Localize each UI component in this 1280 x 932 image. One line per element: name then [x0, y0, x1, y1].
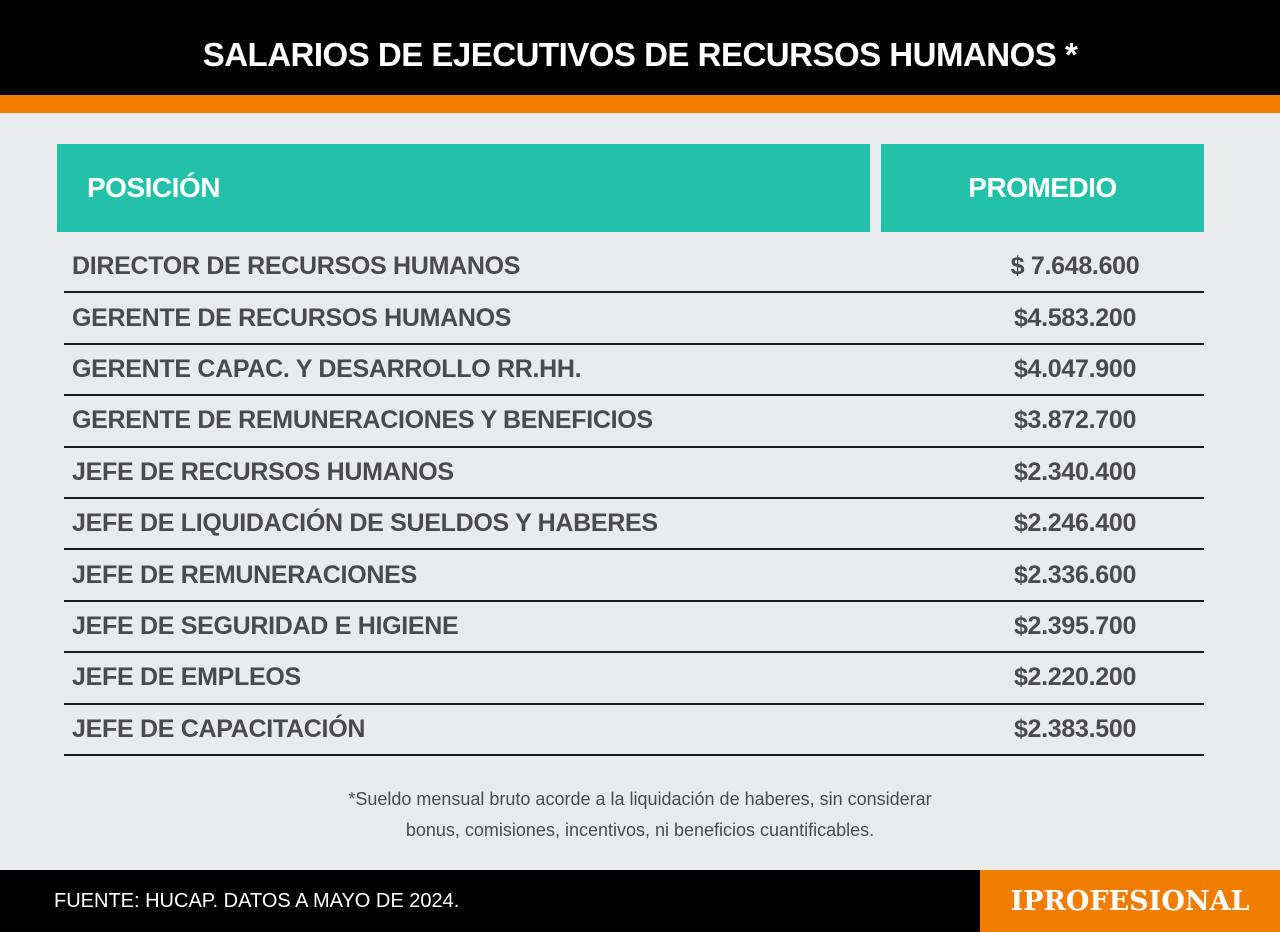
footnote-line-2: bonus, comisiones, incentivos, ni beneficios cuantificables. — [405, 820, 875, 840]
header-bar — [0, 0, 1280, 95]
position-cell: JEFE DE REMUNERACIONES — [72, 560, 417, 589]
average-cell: $2.246.400 — [1013, 509, 1137, 538]
average-cell: $2.383.500 — [1013, 714, 1137, 743]
table-row — [64, 293, 1204, 344]
column-header-average: PROMEDIO — [881, 144, 1204, 232]
table-row — [64, 396, 1204, 447]
page-title: SALARIOS DE EJECUTIVOS DE RECURSOS HUMANOS * — [202, 35, 1078, 73]
average-cell: $2.220.200 — [1013, 663, 1137, 692]
average-cell: $2.340.400 — [1013, 457, 1137, 486]
footnote — [0, 784, 1280, 846]
average-cell: $ 7.648.600 — [1010, 252, 1140, 281]
average-cell: $4.583.200 — [1013, 303, 1137, 332]
source-text: FUENTE: HUCAP. DATOS A MAYO DE 2024. — [54, 889, 460, 912]
position-cell: JEFE DE RECURSOS HUMANOS — [72, 457, 454, 486]
position-cell: GERENTE DE REMUNERACIONES Y BENEFICIOS — [72, 406, 653, 435]
average-cell: $4.047.900 — [1013, 354, 1137, 383]
table-row — [64, 345, 1204, 396]
average-cell: $2.395.700 — [1013, 611, 1137, 640]
position-cell: JEFE DE EMPLEOS — [72, 663, 301, 692]
table-row — [64, 602, 1204, 653]
position-cell: JEFE DE LIQUIDACIÓN DE SUELDOS Y HABERES — [72, 509, 658, 538]
salary-table-body — [64, 242, 1204, 756]
footer-bar — [0, 870, 1280, 932]
table-row — [64, 705, 1204, 756]
table-row — [64, 653, 1204, 704]
table-row — [64, 448, 1204, 499]
orange-divider — [0, 95, 1280, 113]
column-header-position: POSICIÓN — [57, 144, 870, 232]
average-cell: $3.872.700 — [1013, 406, 1137, 435]
footnote-line-1: *Sueldo mensual bruto acorde a la liquidación de haberes, sin considerar — [348, 789, 932, 809]
table-row — [64, 499, 1204, 550]
table-row — [64, 550, 1204, 601]
position-cell: GERENTE CAPAC. Y DESARROLLO RR.HH. — [72, 354, 582, 383]
average-cell: $2.336.600 — [1013, 560, 1137, 589]
table-row — [64, 242, 1204, 293]
position-cell: JEFE DE CAPACITACIÓN — [72, 714, 366, 743]
position-cell: DIRECTOR DE RECURSOS HUMANOS — [72, 252, 521, 281]
position-cell: GERENTE DE RECURSOS HUMANOS — [72, 303, 512, 332]
position-cell: JEFE DE SEGURIDAD E HIGIENE — [72, 611, 459, 640]
brand-logo: IPROFESIONAL — [980, 870, 1280, 932]
